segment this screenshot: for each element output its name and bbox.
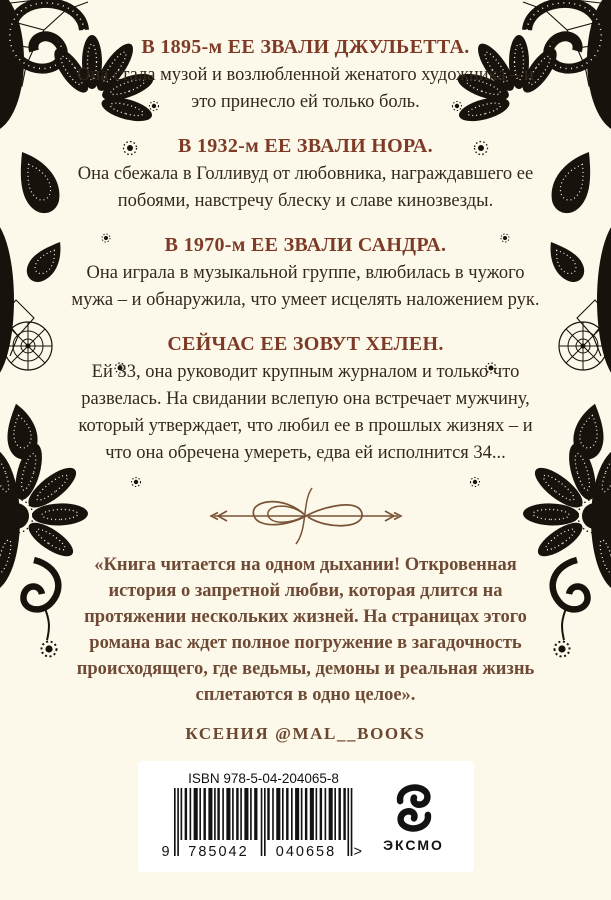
era-section-now xyxy=(64,331,548,467)
publisher-column xyxy=(378,782,450,853)
section-body: Она играла в музыкальной группе, влюбилась в чужого мужа – и обнаружила, что умеет исцелять наложением рук. xyxy=(71,263,540,310)
barcode-digit-lead: 9 xyxy=(161,844,172,860)
barcode-digit-group1: 785042 xyxy=(188,844,249,860)
flourish-divider-icon xyxy=(64,484,548,546)
era-section-1895 xyxy=(64,34,548,116)
section-body: Она сбежала в Голливуд от любовника, награждавшего ее побоями, навстречу блеску и славе кинозвезды. xyxy=(77,164,534,211)
section-body: Ей 33, она руководит крупным журналом и только что развелась. На свидании вслепую она встречает мужчину, который утверждает, что любил ее в прошлых жизнях – и что она обречена умереть, едва ей исполнится 34... xyxy=(78,362,533,463)
isbn-label: ISBN 978-5-04-204065-8 xyxy=(188,771,339,786)
publisher-name: ЭКСМО xyxy=(383,837,444,853)
section-body: Она стала музой и возлюбленной женатого художника – и это принесло ей только боль. xyxy=(77,65,534,112)
isbn-barcode-panel xyxy=(138,761,474,872)
barcode-digit-suffix: > xyxy=(353,844,364,860)
reviewer-handle: КСЕНИЯ @MAL__BOOKS xyxy=(185,724,426,743)
barcode-column xyxy=(162,771,366,864)
section-heading: В 1932-м ЕЕ ЗВАЛИ НОРА. xyxy=(178,135,433,157)
section-heading: В 1970-м ЕЕ ЗВАЛИ САНДРА. xyxy=(164,234,447,256)
era-section-1932 xyxy=(64,133,548,215)
eksmo-logo-icon xyxy=(386,782,442,834)
ean13-barcode xyxy=(162,788,366,864)
barcode-digit-group2: 040658 xyxy=(275,844,337,860)
review-quote-text: «Книга читается на одном дыхании! Откровенная история о запретной любви, которая длится на протяжении нескольких жизней. На страницах этого романа вас ждет полное погружение в загадочность происходящего, где ведьмы, демоны и реальная жизнь сплетаются в одно целое». xyxy=(76,555,535,705)
era-section-1970 xyxy=(64,232,548,314)
section-heading: В 1895-м ЕЕ ЗВАЛИ ДЖУЛЬЕТТА. xyxy=(141,36,470,58)
review-quote xyxy=(64,552,548,708)
section-heading: СЕЙЧАС ЕЕ ЗОВУТ ХЕЛЕН. xyxy=(167,333,444,355)
cover-text-column xyxy=(64,0,548,872)
